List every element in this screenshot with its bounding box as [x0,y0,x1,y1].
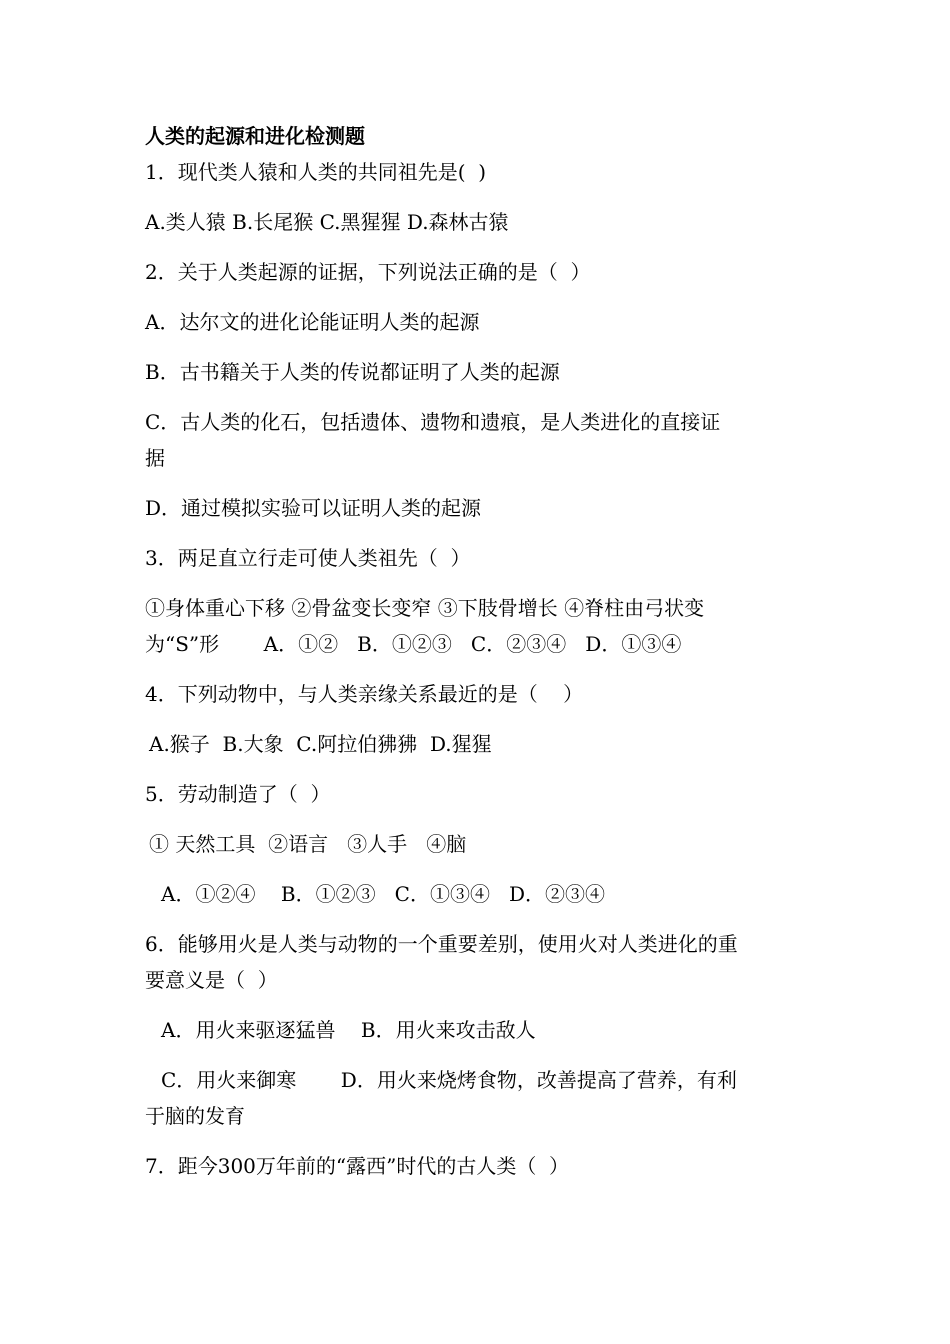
question-6-stem-continued: 要意义是（ ） [145,968,278,992]
question-5-items-text: ① 天然工具 ②语言 ③人手 ④脑 [149,832,467,856]
question-7-stem: 7．距今300万年前的“露西”时代的古人类（ ） [145,1154,570,1178]
question-6-options-cd-text: C．用火来御寒 D．用火来烧烤食物，改善提高了营养，有利 [161,1068,737,1092]
question-2-option-d [145,490,813,540]
question-4-stem: 4．下列动物中，与人类亲缘关系最近的是（ ） [145,682,584,706]
option-text-continued: 据 [145,446,165,470]
question-7 [145,1148,813,1198]
question-2-option-c [145,404,813,490]
document-body [145,118,813,1198]
question-1 [145,154,813,204]
question-1-options [145,204,813,254]
question-5-items [145,826,813,876]
question-6 [145,926,813,1012]
question-3-items-line-continued: 为“S”形 A．①② B．①②③ C．②③④ D．①③④ [145,632,682,656]
page-title: 人类的起源和进化检测题 [145,124,365,148]
question-6-stem: 6．能够用火是人类与动物的一个重要差别，使用火对人类进化的重 [145,932,738,956]
question-6-options-ab [145,1012,813,1062]
question-2-option-a [145,304,813,354]
question-6-options-cd-continued: 于脑的发育 [145,1104,245,1128]
question-3-items-line: ①身体重心下移 ②骨盆变长变窄 ③下肢骨增长 ④脊柱由弓状变 [145,596,705,620]
question-2-stem: 2．关于人类起源的证据，下列说法正确的是（ ） [145,260,591,284]
question-4 [145,676,813,726]
question-3 [145,540,813,590]
question-4-options-text: A.猴子 B.大象 C.阿拉伯狒狒 D.猩猩 [149,732,492,756]
option-text: D．通过模拟实验可以证明人类的起源 [145,496,482,520]
question-3-items [145,590,813,676]
option-text: B．古书籍关于人类的传说都证明了人类的起源 [145,360,560,384]
question-6-options-cd [145,1062,813,1148]
option-text: A．达尔文的进化论能证明人类的起源 [145,310,480,334]
question-6-options-ab-text: A．用火来驱逐猛兽 B．用火来攻击敌人 [161,1018,536,1042]
option-text: C．古人类的化石，包括遗体、遗物和遗痕，是人类进化的直接证 [145,410,721,434]
question-4-options [145,726,813,776]
question-5-options [145,876,813,926]
question-1-options-text: A.类人猿 B.长尾猴 C.黑猩猩 D.森林古猿 [145,210,509,234]
question-2-option-b [145,354,813,404]
question-1-stem: 1．现代类人猿和人类的共同祖先是( ) [145,160,487,184]
question-5-options-text: A．①②④ B．①②③ C．①③④ D．②③④ [161,882,606,906]
question-3-stem: 3．两足直立行走可使人类祖先（ ） [145,546,471,570]
question-5-stem: 5．劳动制造了（ ） [145,782,331,806]
question-5 [145,776,813,826]
question-2 [145,254,813,304]
